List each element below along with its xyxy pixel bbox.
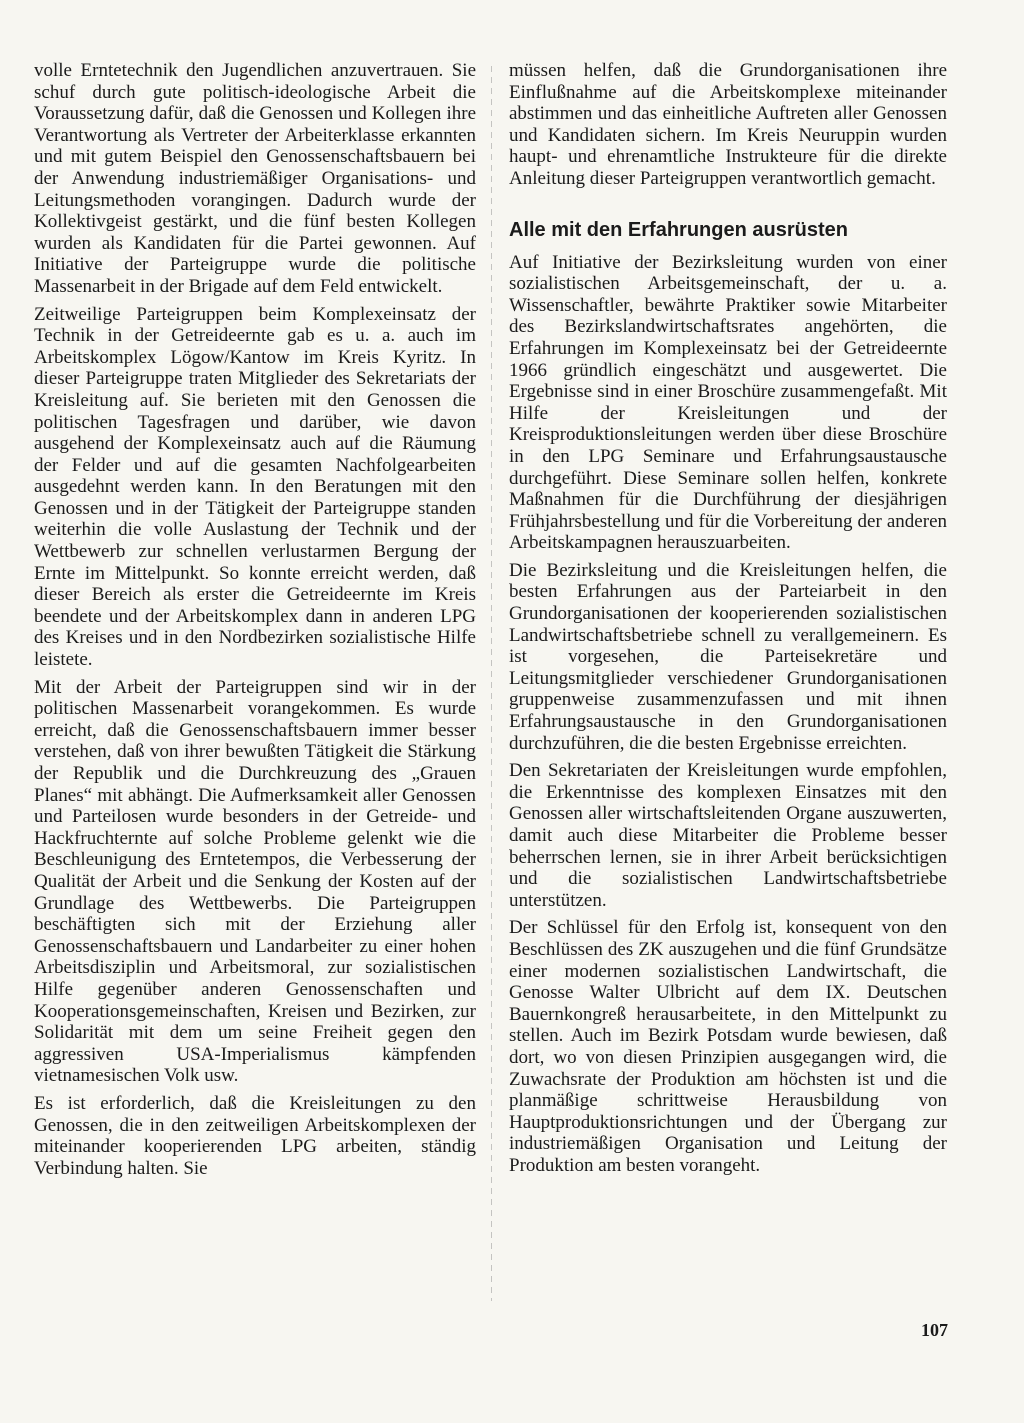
column-divider <box>491 66 492 1301</box>
paragraph: Es ist erforderlich, daß die Kreisleitungen zu den Genossen, die in den zeitweiligen Arbeitskomplexen der miteinander kooperierenden LPG arbeiten, ständig Verbindung halten. Sie <box>34 1092 476 1179</box>
paragraph: volle Erntetechnik den Jugendlichen anzuvertrauen. Sie schuf durch gute politisch-ideologische Arbeit die Voraussetzung dafür, daß die Genossen und Kollegen ihre Verantwortung als Vertreter der Arbeiterklasse erkannten und mit gutem Beispiel den Genossenschaftsbauern bei der Anwendung industriemäßiger Organisations- und Leitungsmethoden vorangingen. Dadurch wurde der Kollektivgeist gestärkt, und die fünf besten Kollegen wurden als Kandidaten für die Partei gewonnen. Auf Initiative der Parteigruppe wurde die politische Massenarbeit in der Brigade auf dem Feld entwickelt. <box>34 60 476 297</box>
page-number: 107 <box>921 1320 948 1340</box>
left-column <box>34 60 476 1179</box>
right-column <box>509 60 947 1177</box>
paragraph: Zeitweilige Parteigruppen beim Komplexeinsatz der Technik in der Getreideernte gab es u. a. auch im Arbeitskomplex Lögow/Kantow im Kreis Kyritz. In dieser Parteigruppe traten Mitglieder des Sekretariats der Kreisleitung auf. Sie berieten mit den Genossen die politischen Tagesfragen und darüber, wie davon ausgehend der Komplexeinsatz auch auf die Räumung der Felder und auf die gesamten Nachfolgearbeiten ausgedehnt werden kann. In den Beratungen mit den Genossen und in der Tätigkeit der Parteigruppe standen weiterhin die volle Auslastung der Technik und der Wettbewerb zur schnellen verlustarmen Bergung der Ernte im Mittelpunkt. So konnte erreicht werden, daß dieser Bereich als erster die Getreideernte im Kreis beendete und der Arbeitskomplex dann in anderen LPG des Kreises und in den Nordbezirken sozialistische Hilfe leistete. <box>34 303 476 671</box>
paragraph: Die Bezirksleitung und die Kreisleitungen helfen, die besten Erfahrungen aus der Parteiarbeit in den Grundorganisationen der kooperierenden sozialistischen Landwirtschaftsbetriebe schnell zu verallgemeinern. Es ist vorgesehen, die Parteisekretäre und Leitungsmitglieder verschiedener Grundorganisationen gruppenweise zusammenzufassen und mit ihnen Erfahrungsaustausche in den Grundorganisationen durchzuführen, die die besten Ergebnisse erreichten. <box>509 559 947 754</box>
paragraph: Der Schlüssel für den Erfolg ist, konsequent von den Beschlüssen des ZK auszugehen und die fünf Grundsätze einer modernen sozialistischen Landwirtschaft, die Genosse Walter Ulbricht auf dem IX. Deutschen Bauernkongreß herausarbeitete, in den Mittelpunkt zu stellen. Auch im Bezirk Potsdam wurde bewiesen, daß dort, wo von diesen Prinzipien ausgegangen wird, die Zuwachsrate der Produktion am höchsten ist und die planmäßige schrittweise Herausbildung von Hauptproduktionsrichtungen und der Übergang zur industriemäßigen Organisation und Leitung der Produktion am besten vorangeht. <box>509 917 947 1176</box>
paragraph: Mit der Arbeit der Parteigruppen sind wir in der politischen Massenarbeit vorangekommen. Es wurde erreicht, daß die Genossenschaftsbauern immer besser verstehen, daß von ihrer bewußten Tätigkeit die Stärkung der Republik und die Durchkreuzung des „Grauen Planes“ mit abhängt. Die Aufmerksamkeit aller Genossen und Parteilosen wurde besonders in der Getreide- und Hackfruchternte auf solche Probleme gelenkt wie die Beschleunigung des Erntetempos, die Verbesserung der Qualität der Arbeit und die Senkung der Kosten auf der Grundlage des Wettbewerbs. Die Parteigruppen beschäftigten sich mit der Erziehung aller Genossenschaftsbauern und Landarbeiter zu einer hohen Arbeitsdisziplin und Arbeitsmoral, zur sozialistischen Hilfe gegenüber anderen Genossenschaften und Kooperationsgemeinschaften, Kreisen und Bezirken, zur Solidarität mit dem um seine Freiheit gegen den aggressiven USA-Imperialismus kämpfenden vietnamesischen Volk usw. <box>34 676 476 1087</box>
paragraph: Auf Initiative der Bezirksleitung wurden von einer sozialistischen Arbeitsgemeinschaft, der u. a. Wissenschaftler, bewährte Praktiker sowie Mitarbeiter des Bezirkslandwirtschaftsrates angehörten, die Erfahrungen im Komplexeinsatz bei der Getreideernte 1966 gründlich eingeschätzt und ausgewertet. Die Ergebnisse sind in einer Broschüre zusammengefaßt. Mit Hilfe der Kreisleitungen und der Kreisproduktionsleitungen werden über diese Broschüre in den LPG Seminare und Erfahrungsaustausche durchgeführt. Diese Seminare sollen helfen, konkrete Maßnahmen für die Durchführung der diesjährigen Frühjahrsbestellung und für die Vorbereitung der anderen Arbeitskampagnen herauszuarbeiten. <box>509 251 947 554</box>
section-heading: Alle mit den Erfahrungen ausrüsten <box>509 218 848 241</box>
paragraph: müssen helfen, daß die Grundorganisationen ihre Einflußnahme auf die Arbeitskomplexe miteinander abstimmen und das einheitliche Auftreten aller Genossen und Kandidaten sichern. Im Kreis Neuruppin wurden haupt- und ehrenamtliche Instrukteure für die direkte Anleitung dieser Parteigruppen verantwortlich gemacht. <box>509 60 947 189</box>
paragraph: Den Sekretariaten der Kreisleitungen wurde empfohlen, die Erkenntnisse des komplexen Einsatzes mit den Genossen aller wirtschaftsleitenden Organe auszuwerten, damit auch diese Mitarbeiter die Probleme besser beherrschen lernen, sie in ihrer Arbeit berücksichtigen und die sozialistischen Landwirtschaftsbetriebe unterstützen. <box>509 760 947 911</box>
